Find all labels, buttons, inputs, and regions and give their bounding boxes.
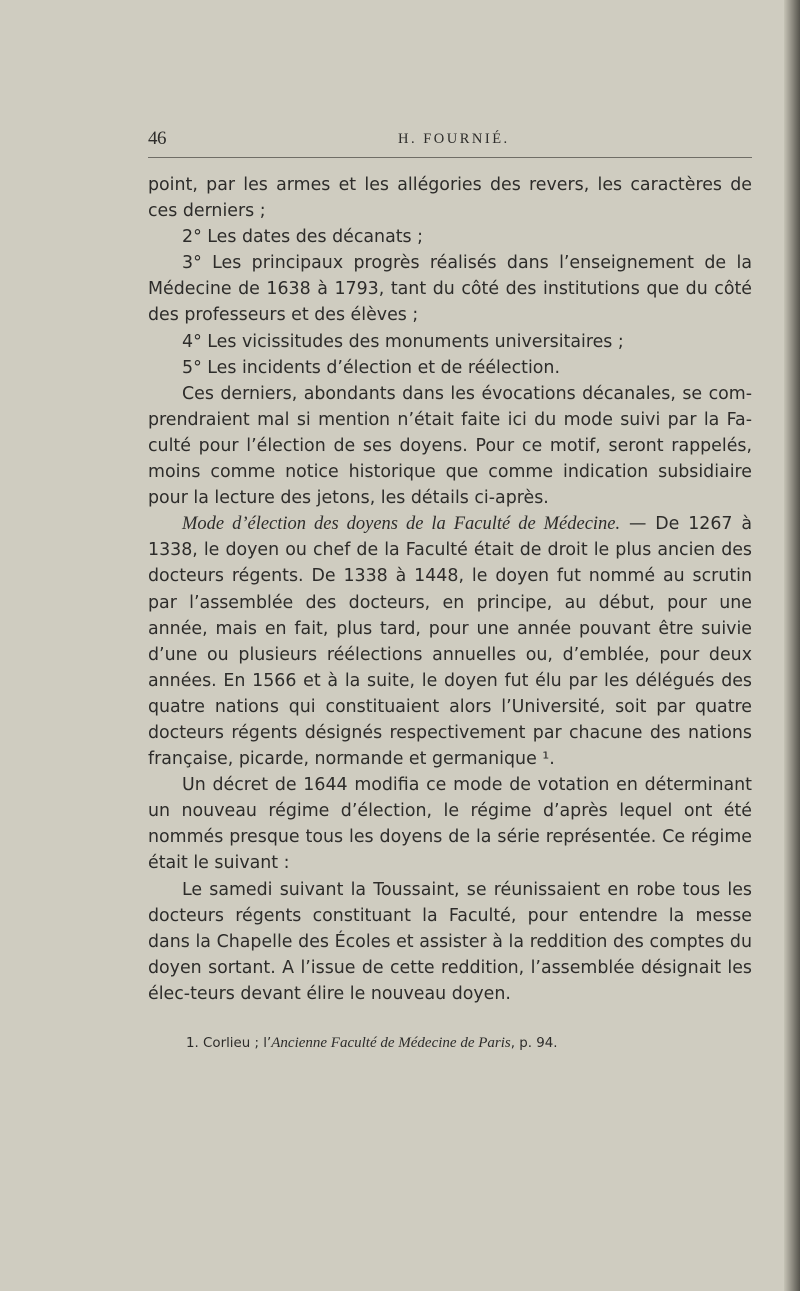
footnote-title: Ancienne Faculté de Médecine de Paris — [271, 1035, 511, 1051]
paragraph-decree-1644: Un décret de 1644 modifia ce mode de votation en déterminant un nouveau régime d’élection, le régime d’après lequel ont été nommés presque tous les doyens de la série représentée. Ce régime était le suivant : — [148, 775, 752, 874]
body-text — [148, 172, 752, 1007]
header-rule — [148, 157, 752, 158]
paragraph-toussaint: Le samedi suivant la Toussaint, se réunissaient en robe tous les docteurs régents constituant la Faculté, pour entendre la messe dans la Chapelle des Écoles et assister à la reddition des comptes du doyen sortant. A l’issue de cette reddition, l’assemblée désignait les élec-teurs devant élire le nouveau doyen. — [148, 879, 752, 1004]
page-number: 46 — [148, 128, 166, 149]
running-head: H. FOURNIÉ. — [398, 131, 510, 147]
page-edge — [784, 0, 800, 1291]
section-title: Mode d’élection des doyens de la Faculté de Médecine. — [182, 514, 621, 535]
list-item-5: 5° Les incidents d’élection et de réélection. — [182, 357, 560, 378]
list-item-3: 3° Les principaux progrès réalisés dans l’enseignement de la Médecine de 1638 à 1793, tant du côté des institutions que du côté des professeurs et des élèves ; — [148, 253, 752, 326]
page-header — [148, 128, 752, 158]
paragraph-election-mode-text: — De 1267 à 1338, le doyen ou chef de la Faculté était de droit le plus ancien des docteurs régents. De 1338 à 1448, le doyen fut nommé au scrutin par l’assemblée des docteurs, en principe, au début, pour une année, mais en fait, plus tard, pour une année pouvant être suivie d’une ou plusieurs réélections annuelles ou, d’emblée, pour deux années. En 1566 et à la suite, le doyen fut élu par les délégués des quatre nations qui constituaient alors l’Université, soit par quatre docteurs régents désignés respectivement par chacune des nations française, picarde, normande et germanique ¹. — [148, 514, 752, 770]
paragraph-election-intro: Ces derniers, abondants dans les évocations décanales, se com-prendraient mal si mention n’était faite ici du mode suivi par la Fa-culté pour l’élection de ses doyens. Pour ce motif, seront rappelés, moins comme notice historique que comme indication subsidiaire pour la lecture des jetons, les détails ci-après. — [148, 383, 752, 509]
footnote — [186, 1035, 746, 1052]
footnote-tail: , p. 94. — [510, 1036, 558, 1051]
list-item-4: 4° Les vicissitudes des monuments universitaires ; — [182, 331, 624, 352]
list-item-2: 2° Les dates des décanats ; — [182, 227, 423, 248]
paragraph-election-mode — [148, 511, 752, 772]
paragraph-continuation: point, par les armes et les allégories des revers, les caractères de ces derniers ; — [148, 175, 752, 222]
footnote-lead: 1. Corlieu ; l’ — [186, 1036, 272, 1051]
